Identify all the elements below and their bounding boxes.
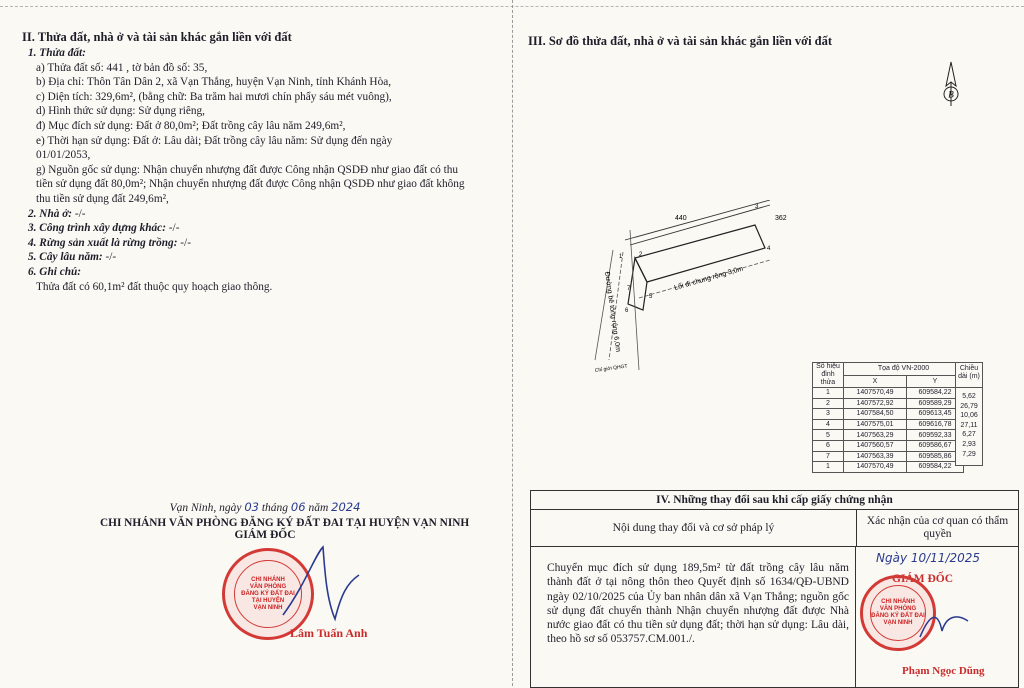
changes-table — [530, 490, 1019, 688]
length-value: 2,93 — [962, 440, 976, 448]
plan-boundary-label: Chỉ giới QHGT — [594, 363, 628, 374]
north-arrow-icon — [938, 60, 964, 116]
length-header: Chiều dài (m) — [956, 363, 982, 388]
issuer-position: GIÁM ĐỐC — [234, 529, 296, 541]
col-x: X — [844, 375, 907, 388]
table-row: 6 1407560,57 609586,67 — [813, 440, 964, 451]
length-column — [955, 362, 983, 466]
length-value: 10,06 — [960, 412, 978, 420]
table-row: 7 1407563,39 609585,86 — [813, 451, 964, 462]
parcel-details — [28, 46, 498, 294]
lane-label: Lối đi chung rộng 3,0m — [673, 265, 745, 292]
detail-line: a) Thửa đất số: 441 , tờ bản đồ số: 35, — [36, 61, 208, 74]
heading-other-works: 3. Công trình xây dựng khác: — [28, 222, 166, 235]
changes-col-confirm: Xác nhận của cơ quan có thẩm quyền — [866, 515, 1009, 540]
col-coords: Tọa độ VN-2000 — [844, 363, 964, 376]
map-point-label: 3 — [755, 204, 759, 210]
heading-forest: 4. Rừng sản xuất là rừng trồng: — [28, 236, 178, 249]
map-point-label: 6 — [625, 308, 629, 314]
confirm-signature-mark — [916, 607, 976, 647]
detail-line: c) Diện tích: 329,6m², (bằng chữ: Ba trăm hai mươi chín phẩy sáu mét vuông), — [36, 90, 392, 103]
confirm-stamp: CHI NHÁNH VĂN PHÒNG ĐĂNG KÝ ĐẤT ĐAI VẠN NINH — [860, 575, 936, 651]
notes-text: Thửa đất có 60,1m² đất thuộc quy hoạch giao thông. — [36, 280, 273, 293]
col-y: Y — [907, 375, 964, 388]
table-row: 2 1407572,92 609589,29 — [813, 398, 964, 409]
table-row: 3 1407584,50 609613,45 — [813, 409, 964, 420]
table-row: 1 1407570,49 609584,22 — [813, 388, 964, 399]
changes-col-content: Nội dung thay đổi và cơ sở pháp lý — [531, 510, 857, 546]
section-iii-title: III. Sơ đồ thửa đất, nhà ở và tài sản khác gắn liền với đất — [528, 34, 833, 48]
heading-parcel: 1. Thửa đất: — [28, 47, 86, 59]
issuer-signer-name: Lâm Tuấn Anh — [290, 626, 368, 640]
detail-line: e) Thời hạn sử dụng: Đất ở: Lâu dài; Đất trồng cây lâu năm: Sử dụng đến ngày — [36, 134, 393, 147]
map-point-label: 2 — [639, 252, 643, 258]
origin-line: g) Nguồn gốc sử dụng: Nhận chuyển nhượng đất được Công nhận QSDĐ như giao đất có thu tiền sử dụng đất 80,0m²; Nhận chuyển nhượng đất được Công nhận QSDĐ như giao đất không thu tiền sử dụng đất 249,6m², — [36, 163, 465, 205]
confirm-date: Ngày 10/11/2025 — [876, 551, 981, 565]
main-road-label: Đường bê tông rộng 6,0m — [603, 271, 622, 353]
length-value: 7,29 — [962, 450, 976, 458]
table-row: 1 1407570,49 609584,22 — [813, 462, 964, 473]
parcel-440-label: 440 — [675, 215, 687, 222]
map-point-label: 5 — [649, 294, 653, 300]
coordinate-table — [812, 362, 964, 473]
issuer-signature-block — [100, 500, 470, 541]
map-point-label: 1 — [619, 254, 623, 260]
length-value: 26,79 — [960, 402, 978, 410]
issue-date: Vạn Ninh, ngày 03 tháng 06 năm 2024 — [169, 500, 361, 514]
other-works-value: -/- — [165, 222, 180, 235]
length-value: 27,11 — [960, 421, 978, 429]
map-point-label: 7 — [627, 286, 631, 292]
changes-title: IV. Những thay đổi sau khi cấp giấy chứng nhận — [531, 491, 1018, 510]
confirm-position: GIÁM ĐỐC — [892, 573, 954, 585]
issuer-stamp: CHI NHÁNH VĂN PHÒNG ĐĂNG KÝ ĐẤT ĐAI TẠI HUYỆN VẠN NINH — [222, 548, 314, 640]
confirm-signer: Phạm Ngọc Dũng — [902, 665, 985, 677]
heading-notes: 6. Ghi chú: — [28, 265, 82, 278]
forest-value: -/- — [177, 236, 191, 249]
detail-line: b) Địa chỉ: Thôn Tân Dân 2, xã Vạn Thắng, huyện Vạn Ninh, tỉnh Khánh Hòa, — [36, 76, 392, 89]
confirmation-cell — [856, 547, 1018, 687]
section-ii-title: II. Thửa đất, nhà ở và tài sản khác gắn liền với đất — [22, 30, 292, 44]
detail-line: d) Hình thức sử dụng: Sử dụng riêng, — [36, 105, 205, 118]
perennial-value: -/- — [102, 251, 117, 264]
issuer-signature-mark — [275, 545, 365, 625]
page-divider — [512, 0, 514, 686]
table-row: 4 1407575,01 609616,78 — [813, 419, 964, 430]
length-value: 6,27 — [962, 431, 976, 439]
col-point: Số hiệu đỉnh thửa — [813, 363, 844, 388]
change-content: Chuyển mục đích sử dụng 189,5m² từ đất trồng cây lâu năm thành đất ở tại nông thôn theo Quyết định số 1634/QĐ-UBND ngày 02/10/2025 của Ủy ban nhân dân xã Vạn Thắng; nguồn gốc sử dụng đất chuyển thành Nhận chuyển nhượng đất được Nhà nước giao đất có thu tiền sử dụng đất; thời hạn sử dụng: Lâu dài, theo hồ sơ số 053757.CM.001./. — [531, 547, 856, 687]
compass-letter: B — [948, 89, 954, 100]
heading-house: 2. Nhà ở: — [28, 207, 73, 220]
heading-perennial: 5. Cây lâu năm: — [28, 251, 103, 264]
length-value: 5,62 — [962, 393, 976, 400]
table-row: 5 1407563,29 609592,33 — [813, 430, 964, 441]
parcel-362-label: 362 — [775, 215, 787, 222]
house-value: -/- — [72, 207, 86, 220]
parcel-map — [575, 200, 805, 380]
detail-line: đ) Mục đích sử dụng: Đất ở 80,0m²; Đất trồng cây lâu năm 249,6m², — [36, 119, 346, 132]
issuer-organization: CHI NHÁNH VĂN PHÒNG ĐĂNG KÝ ĐẤT ĐAI TẠI HUYỆN VẠN NINH — [100, 517, 470, 529]
map-point-label: 4 — [767, 246, 771, 252]
detail-line: 01/01/2053, — [36, 149, 91, 162]
